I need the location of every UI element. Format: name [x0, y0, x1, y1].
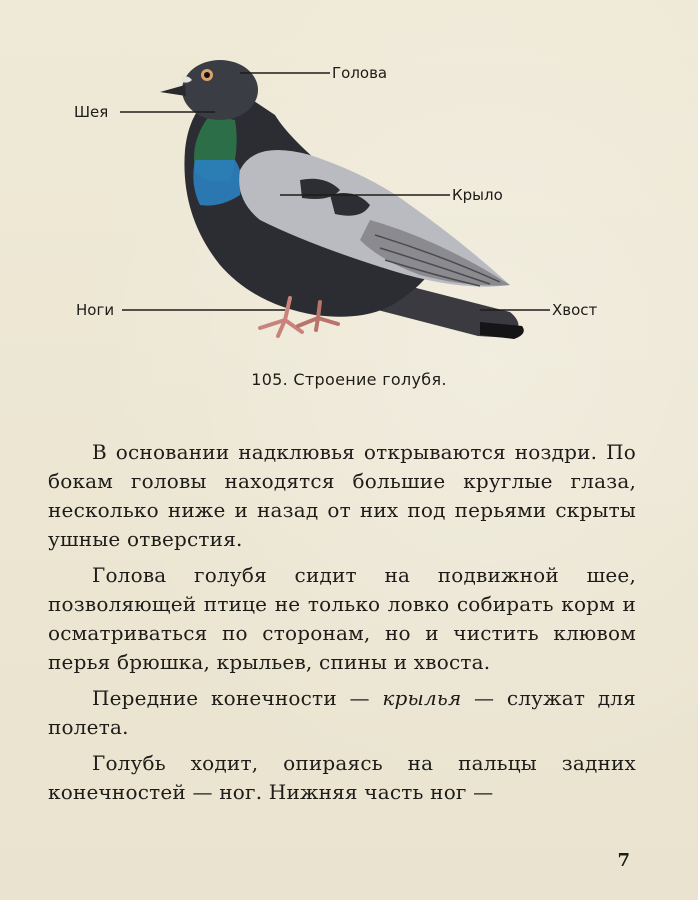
label-wing: Крыло — [452, 186, 503, 204]
paragraph-2: Голова голубя сидит на подвижной шее, позволяющей птице не только ловко собирать корм и осматриваться по сторонам, но и чистить клювом перья брюшка, крыльев, спины и хвоста. — [48, 563, 636, 674]
pigeon-pupil — [204, 72, 210, 78]
paragraph-4: Голубь ходит, опираясь на пальцы задних конечностей — ног. Нижняя часть ног — — [48, 751, 636, 804]
page-number: 7 — [617, 850, 630, 871]
label-neck: Шея — [74, 103, 109, 121]
figure-caption: 105. Строение голубя. — [251, 370, 447, 389]
label-legs: Ноги — [76, 301, 115, 319]
paragraph-1: В основании надклювья открываются ноздри. По бокам головы находятся большие круглые глаза, несколько ниже и назад от них под перьями скрыты ушные отверстия. — [48, 440, 636, 551]
paragraph-3-term: крылья — [382, 686, 462, 710]
paragraph-3 — [48, 684, 636, 742]
label-tail: Хвост — [552, 301, 598, 319]
pigeon-beak — [160, 85, 186, 96]
label-head: Голова — [332, 64, 388, 82]
pigeon-head — [182, 60, 258, 120]
paragraph-3-start: Передние конечности — — [92, 686, 383, 710]
paragraph-3-end: — служат для полета. — [48, 686, 636, 739]
pigeon-figure — [40, 30, 660, 375]
body-text — [48, 438, 636, 814]
